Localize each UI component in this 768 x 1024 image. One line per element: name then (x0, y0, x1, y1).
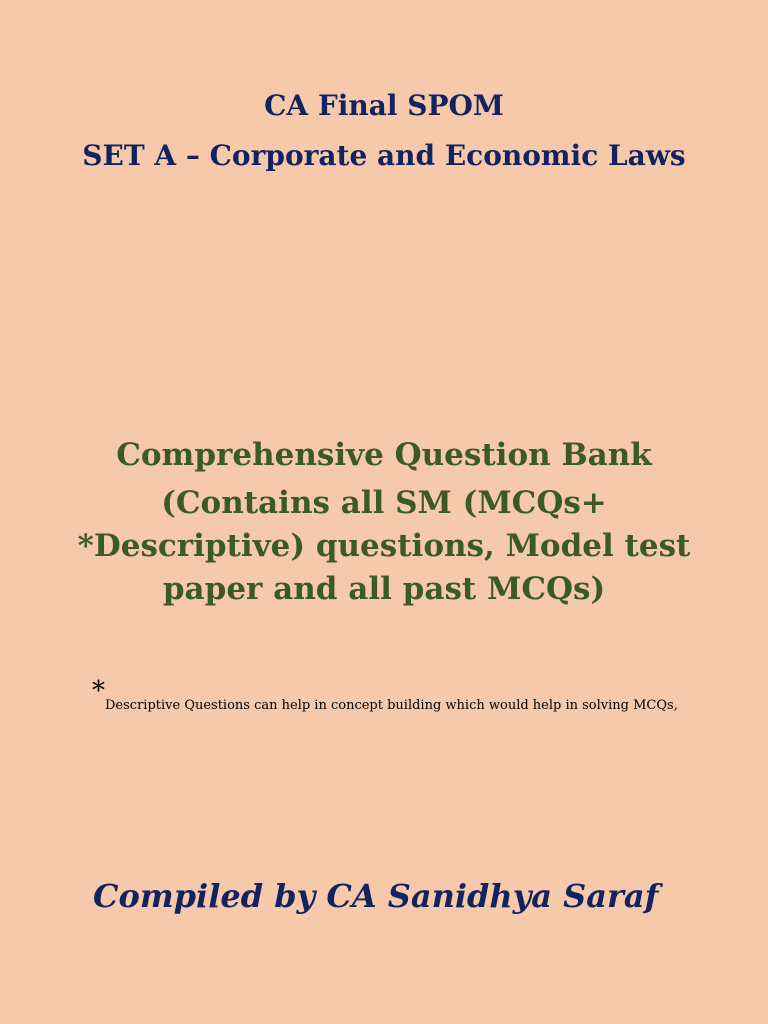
title-course: CA Final SPOM (264, 89, 504, 122)
compiled-by: Compiled by CA Sanidhya Saraf (93, 877, 659, 915)
footnote (92, 676, 732, 713)
title-subject: SET A – Corporate and Economic Laws (82, 139, 686, 172)
footnote-text: Descriptive Questions can help in concept building which would help in solving MCQs, (105, 698, 678, 713)
question-bank-section (60, 434, 708, 611)
question-bank-heading: Comprehensive Question Bank (116, 437, 652, 473)
footnote-marker: * (92, 676, 105, 706)
question-bank-description: (Contains all SM (MCQs+ *Descriptive) questions, Model test paper and all past MCQs) (77, 485, 691, 607)
document-title (0, 86, 768, 186)
